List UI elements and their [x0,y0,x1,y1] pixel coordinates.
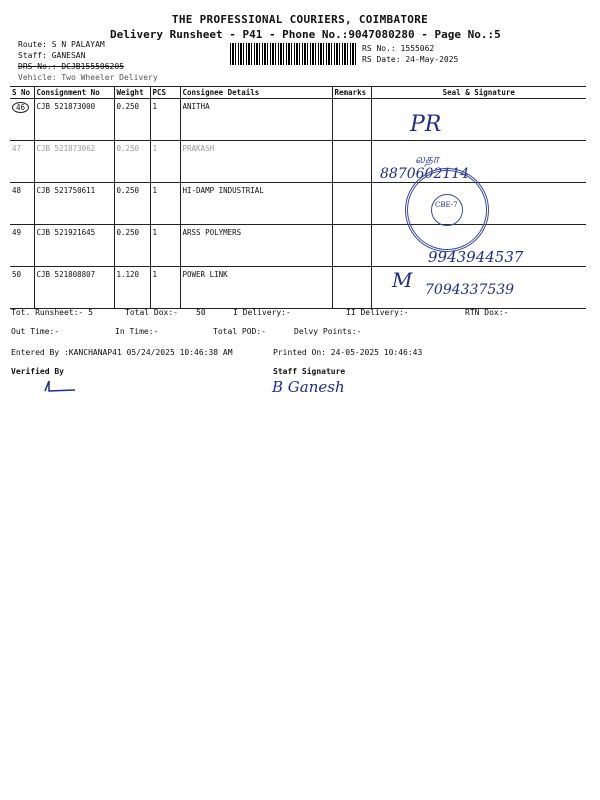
row-weight: 0.250 [114,183,150,225]
col-sno: S No [10,87,34,99]
rs-number: RS No.: 1555062 [362,44,435,53]
handwritten-name: லதா [415,152,440,166]
row-sno: 47 [10,141,34,183]
rs-date: RS Date: 24-May-2025 [362,55,459,64]
total-dox-value: 50 [196,308,206,317]
row-remarks [332,183,371,225]
row-consignment: CJB 521921645 [34,225,114,267]
row-signature [371,99,586,141]
row-pcs: 1 [150,183,180,225]
row-consignee: HI-DAMP INDUSTRIAL [180,183,332,225]
staff-signature: B Ganesh [272,378,345,396]
in-time: In Time:- [115,327,159,336]
i-delivery: I Delivery:- [233,308,291,317]
row-consignee: POWER LINK [180,267,332,309]
row-consignee: ANITHA [180,99,332,141]
row-remarks [332,267,371,309]
rtn-dox: RTN Dox:- [465,308,509,317]
out-time: Out Time:- [11,327,60,336]
row-consignment: CJB 521873000 [34,99,114,141]
row-consignee: PRAKASH [180,141,332,183]
col-weight: Weight [114,87,150,99]
col-pcs: PCS [150,87,180,99]
staff: Staff: GANESAN [18,51,86,60]
row-consignment: CJB 521873062 [34,141,114,183]
row-pcs: 1 [150,225,180,267]
total-pod: Total POD:- [213,327,266,336]
row-weight: 1.120 [114,267,150,309]
handwritten-number: 8870602114 [380,166,470,182]
company-seal [405,168,489,252]
row-pcs: 1 [150,267,180,309]
row-remarks [332,99,371,141]
drs-number: DRS No.: DCJB155506205 [18,62,124,71]
total-runsheet: Tot. Runsheet:- 5 [11,308,93,317]
handwritten-phone-2: 7094337539 [425,282,515,298]
row-consignee: ARSS POLYMERS [180,225,332,267]
seal-code: CBE-7 [435,201,458,209]
handwritten-initials: PR [410,112,442,137]
row-consignment: CJB 521750611 [34,183,114,225]
vehicle: Vehicle: Two Wheeler Delivery [18,73,158,82]
table-header-row [10,87,586,99]
barcode [230,43,358,65]
runsheet-table [10,86,586,309]
row-pcs: 1 [150,99,180,141]
total-dox-label: Total Dox:- [125,308,178,317]
row-sno: 48 [10,183,34,225]
col-remarks: Remarks [332,87,371,99]
row-sno: 50 [10,267,34,309]
company-name: THE PROFESSIONAL COURIERS, COIMBATORE [171,13,429,26]
table-row [10,183,586,225]
table-row [10,99,586,141]
entered-by: Entered By :KANCHANAP41 05/24/2025 10:46:38 AM [11,348,233,357]
row-pcs: 1 [150,141,180,183]
handwritten-signature-mark: M [392,268,413,292]
col-consignee: Consignee Details [180,87,332,99]
printed-on: Printed On: 24-05-2025 10:46:43 [273,348,423,357]
row-weight: 0.250 [114,141,150,183]
route: Route: S N PALAYAM [18,40,105,49]
staff-signature-label: Staff Signature [273,367,346,376]
row-sno: 49 [10,225,34,267]
row-consignment: CJB 521808807 [34,267,114,309]
col-seal-signature: Seal & Signature [371,87,586,99]
handwritten-phone-1: 9943944537 [428,248,524,266]
row-remarks [332,225,371,267]
runsheet-title: Delivery Runsheet - P41 - Phone No.:9047080280 - Page No.:5 [110,28,501,41]
ii-delivery: II Delivery:- [346,308,409,317]
row-weight: 0.250 [114,99,150,141]
delivery-points: Delvy Points:- [294,327,362,336]
row-weight: 0.250 [114,225,150,267]
verified-by: Verified By [11,367,64,376]
row-remarks [332,141,371,183]
verified-signature [43,378,77,392]
row-sno: 46 [12,102,29,113]
col-consignment: Consignment No [34,87,114,99]
table-row [10,141,586,183]
